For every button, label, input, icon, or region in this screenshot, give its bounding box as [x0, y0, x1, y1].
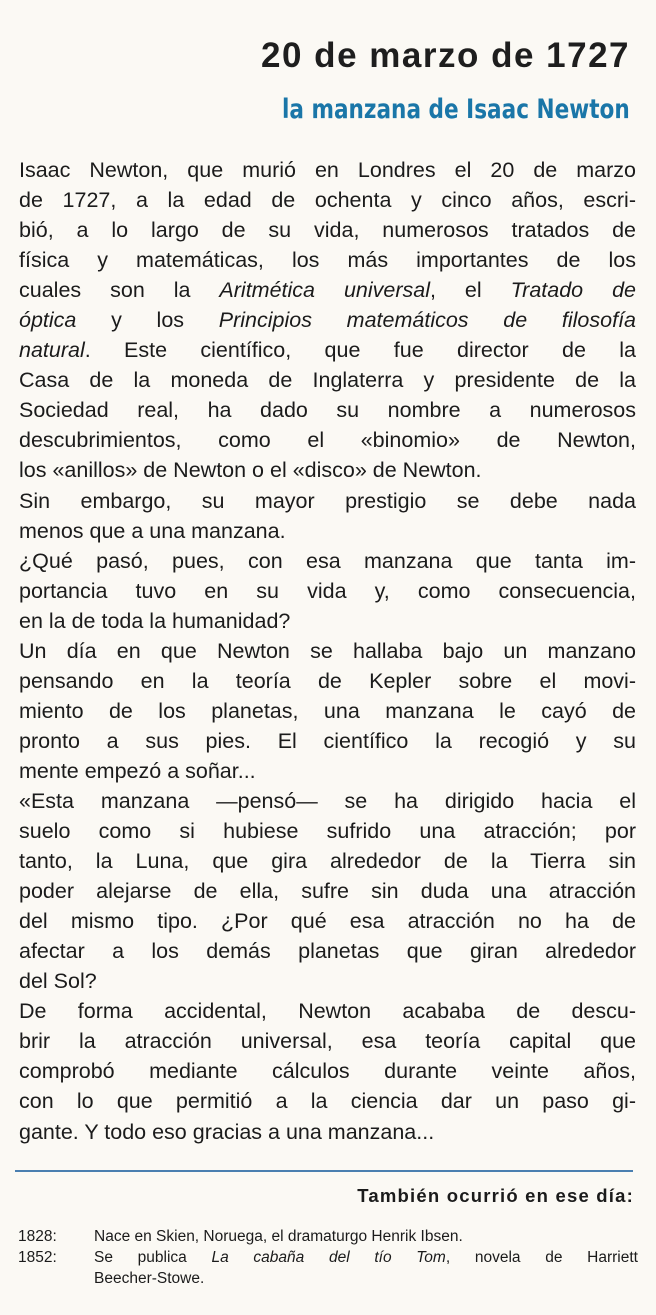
event-item	[18, 1226, 638, 1247]
article-line: poder alejarse de ella, sufre sin duda una atracción	[19, 879, 636, 904]
event-line	[94, 1226, 638, 1247]
article-line: de 1727, a la edad de ochenta y cinco años, escri-	[19, 188, 636, 213]
event-line	[94, 1268, 638, 1289]
article-title: la manzana de Isaac Newton	[282, 94, 630, 125]
italic-title: Principios matemáticos de filosofía	[218, 308, 636, 333]
article-line: Sin embargo, su mayor prestigio se debe nada	[19, 488, 636, 513]
article-line: descubrimientos, como el «binomio» de Newton,	[19, 428, 636, 453]
article-line: brir la atracción universal, esa teoría capital que	[19, 1029, 636, 1054]
article-line: gante. Y todo eso gracias a una manzana...	[19, 1119, 435, 1144]
article-line: en la de toda la humanidad?	[19, 608, 291, 633]
italic-title: Tratado de	[510, 278, 636, 303]
article-line	[19, 305, 636, 335]
article-line: menos que a una manzana.	[19, 518, 286, 543]
article-line: miento de los planetas, una manzana le cayó de	[19, 698, 636, 723]
text-segment: , el	[430, 278, 511, 303]
article-line	[19, 275, 636, 305]
italic-title: Aritmética universal	[219, 278, 430, 303]
events-list	[18, 1226, 638, 1289]
article-line: suelo como si hubiese sufrido una atracción; por	[19, 819, 636, 844]
events-heading: También ocurrió en ese día:	[357, 1185, 634, 1206]
article-line: pronto a sus pies. El científico la recogió y su	[19, 728, 636, 753]
article-line: pensando en la teoría de Kepler sobre el movi-	[19, 668, 636, 693]
text-segment: y los	[76, 308, 219, 333]
article-line: tanto, la Luna, que gira alrededor de la Tierra sin	[19, 849, 636, 874]
text-segment: Beecher-Stowe.	[94, 1270, 205, 1287]
italic-title: La cabaña del tío Tom	[211, 1249, 446, 1266]
article-line: De forma accidental, Newton acababa de descu-	[19, 999, 636, 1024]
event-text	[94, 1247, 638, 1289]
text-segment: Nace en Skien, Noruega, el dramaturgo Henrik Ibsen.	[94, 1228, 463, 1245]
event-year: 1852:	[18, 1249, 57, 1266]
article-line: afectar a los demás planetas que giran alrededor	[19, 939, 636, 964]
article-line: del mismo tipo. ¿Por qué esa atracción no ha de	[19, 909, 636, 934]
text-segment: cuales son la	[19, 278, 220, 303]
event-item	[18, 1247, 638, 1289]
article-line: con lo que permitió a la ciencia dar un paso gi-	[19, 1089, 636, 1114]
event-year: 1828:	[18, 1228, 57, 1245]
event-line	[94, 1247, 638, 1268]
article-line: Isaac Newton, que murió en Londres el 20 de marzo	[19, 158, 636, 182]
article-line: ¿Qué pasó, pues, con esa manzana que tanta im-	[19, 548, 636, 573]
article-line: mente empezó a soñar...	[19, 758, 256, 783]
italic-title: natural	[19, 338, 85, 363]
article-line: física y matemáticas, los más importantes de los	[19, 248, 636, 273]
article-body	[19, 155, 636, 1147]
article-line: los «anillos» de Newton o el «disco» de Newton.	[19, 458, 482, 483]
article-line: Un día en que Newton se hallaba bajo un manzano	[19, 638, 636, 663]
page-date-heading: 20 de marzo de 1727	[261, 36, 630, 75]
article-line: portancia tuvo en su vida y, como consecuencia,	[19, 578, 636, 603]
event-text	[94, 1226, 638, 1247]
italic-title: óptica	[19, 308, 77, 333]
text-segment: . Este científico, que fue director de la	[84, 338, 636, 363]
article-line: «Esta manzana —pensó— se ha dirigido hacia el	[19, 788, 636, 813]
article-line: bió, a lo largo de su vida, numerosos tratados de	[19, 218, 636, 243]
text-segment: , novela de Harriett	[445, 1249, 638, 1266]
article-line	[19, 335, 636, 365]
divider-rule	[15, 1170, 633, 1172]
article-line: Casa de la moneda de Inglaterra y presidente de la	[19, 368, 636, 393]
article-line: Sociedad real, ha dado su nombre a numerosos	[19, 398, 636, 423]
text-segment: Se publica	[94, 1249, 212, 1266]
article-line: del Sol?	[19, 969, 97, 994]
article-line: comprobó mediante cálculos durante veinte años,	[19, 1059, 636, 1084]
